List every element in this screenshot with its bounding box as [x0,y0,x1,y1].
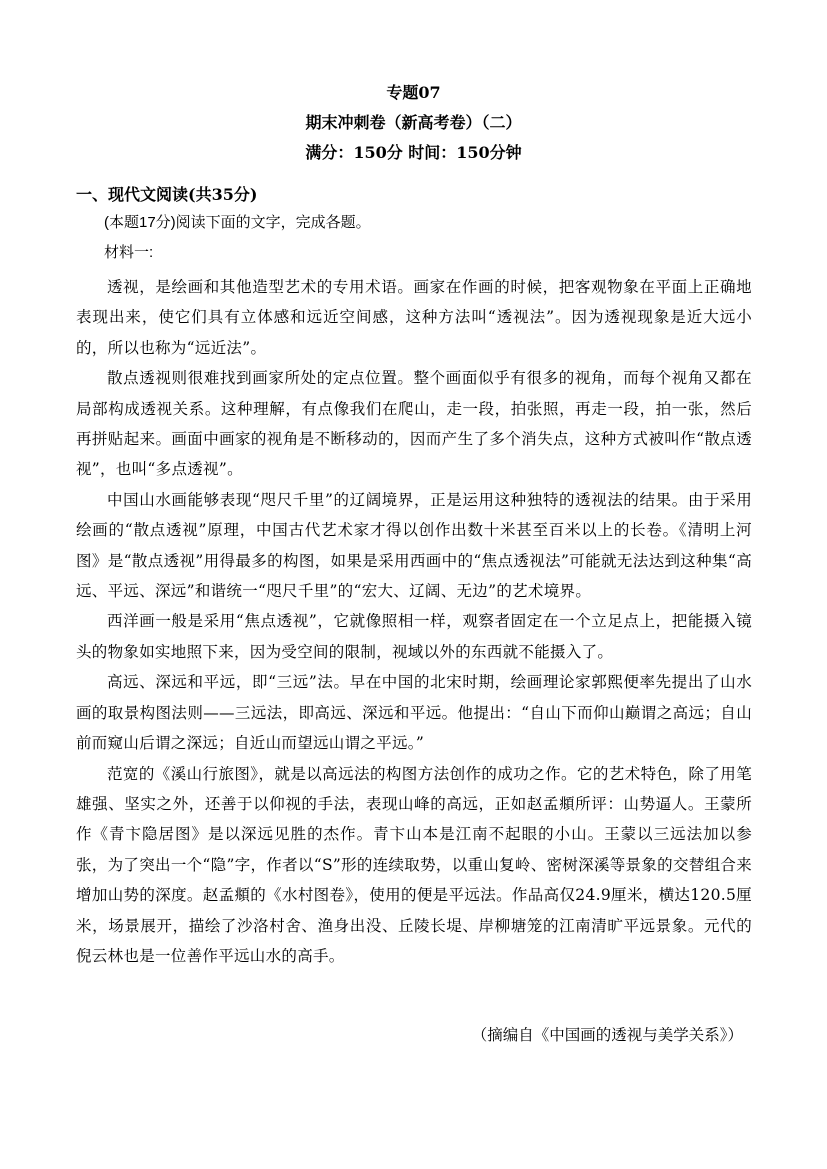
material-label: 材料一: [104,244,154,261]
passage-paragraph: 透视，是绘画和其他造型艺术的专用术语。画家在作画的时候，把客观物象在平面上正确地表现出来，使它们具有立体感和远近空间感，这种方法叫“透视法”。因为透视现象是近大远小的，所以也称为“远近法”。 [76,278,752,357]
passage-paragraph: 高远、深远和平远，即“三远”法。早在中国的北宋时期，绘画理论家郭熙便率先提出了山水画的取景构图法则——三远法，即高远、深远和平远。他提出：“自山下而仰山巅谓之高远；自山前而窥山后谓之深远；自近山而望远山谓之平远。” [76,673,752,753]
reading-passage [76,272,752,971]
passage-paragraph: 散点透视则很难找到画家所处的定点位置。整个画面似乎有很多的视角，而每个视角又都在局部构成透视关系。这种理解，有点像我们在爬山，走一段，拍张照，再走一段，拍一张，然后再拼贴起来。画面中画家的视角是不断移动的，因而产生了多个消失点，这种方式被叫作“散点透视”，也叫“多点透视”。 [76,369,752,479]
passage-paragraph: 范宽的《溪山行旅图》，就是以高远法的构图方法创作的成功之作。它的艺术特色，除了用笔雄强、坚实之外，还善于以仰视的手法，表现山峰的高远，正如赵孟頫所评：山势逼人。王蒙所作《青卞隐居图》是以深远见胜的杰作。青卞山本是江南不起眼的小山。王蒙以三远法加以参张，为了突出一个“隐”字，作者以“S”形的连续取势，以重山复岭、密树深溪等景象的交替组合来增加山势的深度。赵孟頫的《水村图卷》，使用的便是平远法。作品高仅24.9厘米，横达120.5厘米，场景展开，描绘了沙洛村舍、渔身出没、丘陵长堤、岸柳塘笼的江南清旷平远景象。元代的倪云林也是一位善作平远山水的高手。 [76,764,752,965]
instruction-text: (本题17分)阅读下面的文字，完成各题。 [104,214,371,231]
topic-label: 专题07 [386,83,441,102]
score-time-line: 满分：150分 时间：150分钟 [305,143,522,162]
passage-paragraph: 西洋画一般是采用“焦点透视”，它就像照相一样，观察者固定在一个立足点上，把能摄入镜头的物象如实地照下来，因为受空间的限制，视域以外的东西就不能摄入了。 [76,612,752,661]
section-heading: 一、现代文阅读(共35分) [76,185,258,204]
passage-paragraph: 中国山水画能够表现“咫尺千里”的辽阔境界，正是运用这种独特的透视法的结果。由于采用绘画的“散点透视”原理，中国古代艺术家才得以创作出数十米甚至百米以上的长卷。《清明上河图》是“散点透视”用得最多的构图，如果是采用西画中的“焦点透视法”可能就无法达到这种集“高远、平远、深远”和谐统一“咫尺千里”的“宏大、辽阔、无边”的艺术境界。 [76,490,752,601]
exam-title: 期末冲刺卷（新高考卷）（二） [305,113,522,132]
title-block [0,78,827,168]
source-citation: （摘编自《中国画的透视与美学关系》） [471,1026,743,1044]
